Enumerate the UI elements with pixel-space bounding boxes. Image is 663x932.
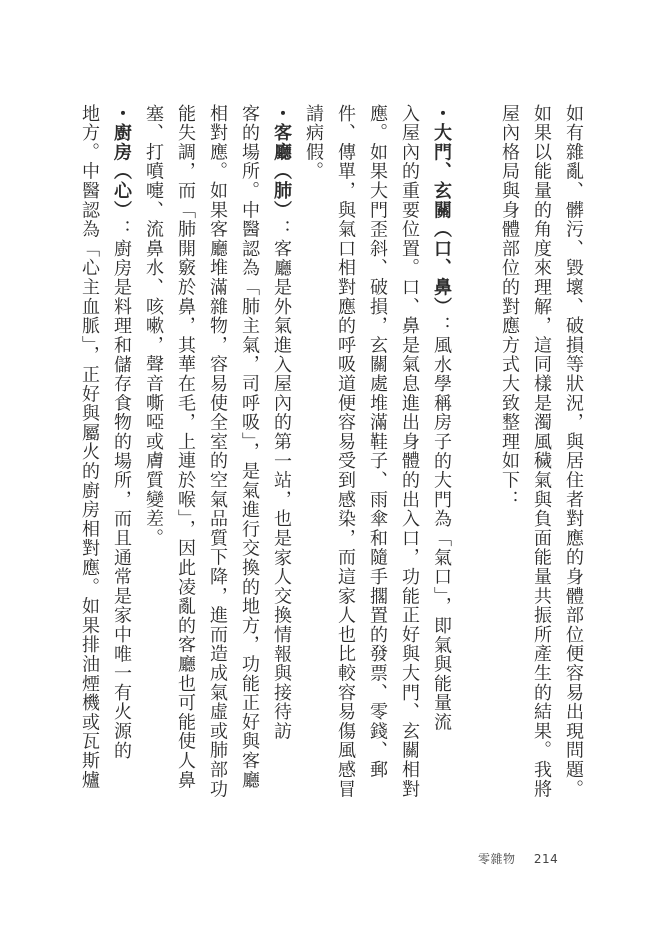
section-heading-doorway: ・大門、玄關（口、鼻） [431,104,452,317]
section-heading-kitchen: ・廚房（心） [111,104,132,220]
section-living-room: ・客廳（肺）：客廳是外氣進入屋內的第一站，也是家人交換情報與接待訪 [271,104,292,741]
text-column-11: 相對應。如果客廳堆滿雜物，容易使全室的空氣品質下降，進而造成氣虛或肺部功 [207,104,228,799]
text-column-12: 能失調，而「肺開竅於鼻，其華在毛，上連於喉」，因此凌亂的客廳也可能使人鼻 [175,104,196,790]
section-heading-living-room: ・客廳（肺） [271,104,292,220]
page-number: 214 [533,852,559,866]
text-column-13: 塞、打噴嚏、流鼻水、咳嗽，聲音嘶啞或膚質變差。 [143,104,164,548]
text-column-5: 入屋內的重要位置。口、鼻是氣息進出身體的出入口，功能正好與大門、玄關相對 [399,104,420,799]
text-column-1: 如有雜亂、髒污、毀壞、破損等狀況，與居住者對應的身體部位便容易出現問題。 [563,104,584,799]
page-footer [478,850,558,867]
text-column-8: 請病假。 [303,104,324,182]
text-column-6: 應。如果大門歪斜、破損，玄關處堆滿鞋子、雨傘和隨手擱置的發票、零錢、郵 [367,104,388,780]
section-doorway: ・大門、玄關（口、鼻）：風水學稱房子的大門為「氣口」，即氣與能量流 [431,104,452,732]
text-column-10: 客的場所。中醫認為「肺主氣，司呼吸」，是氣進行交換的地方，功能正好與客廳 [239,104,260,790]
text-column-3: 屋內格局與身體部位的對應方式大致整理如下： [499,104,520,510]
chapter-title: 零雜物 [478,852,516,866]
text-column-7: 件、傳單，與氣口相對應的呼吸道便容易受到感染，而這家人也比較容易傷風感冒 [335,104,356,799]
section-kitchen: ・廚房（心）：廚房是料理和儲存食物的場所，而且通常是家中唯一有火源的 [111,104,132,761]
text-column-2: 如果以能量的角度來理解，這同樣是濁風穢氣與負面能量共振所產生的結果。我將 [531,104,552,799]
text-column-15: 地方。中醫認為「心主血脈」，正好與屬火的廚房相對應。如果排油煙機或瓦斯爐 [79,104,100,790]
